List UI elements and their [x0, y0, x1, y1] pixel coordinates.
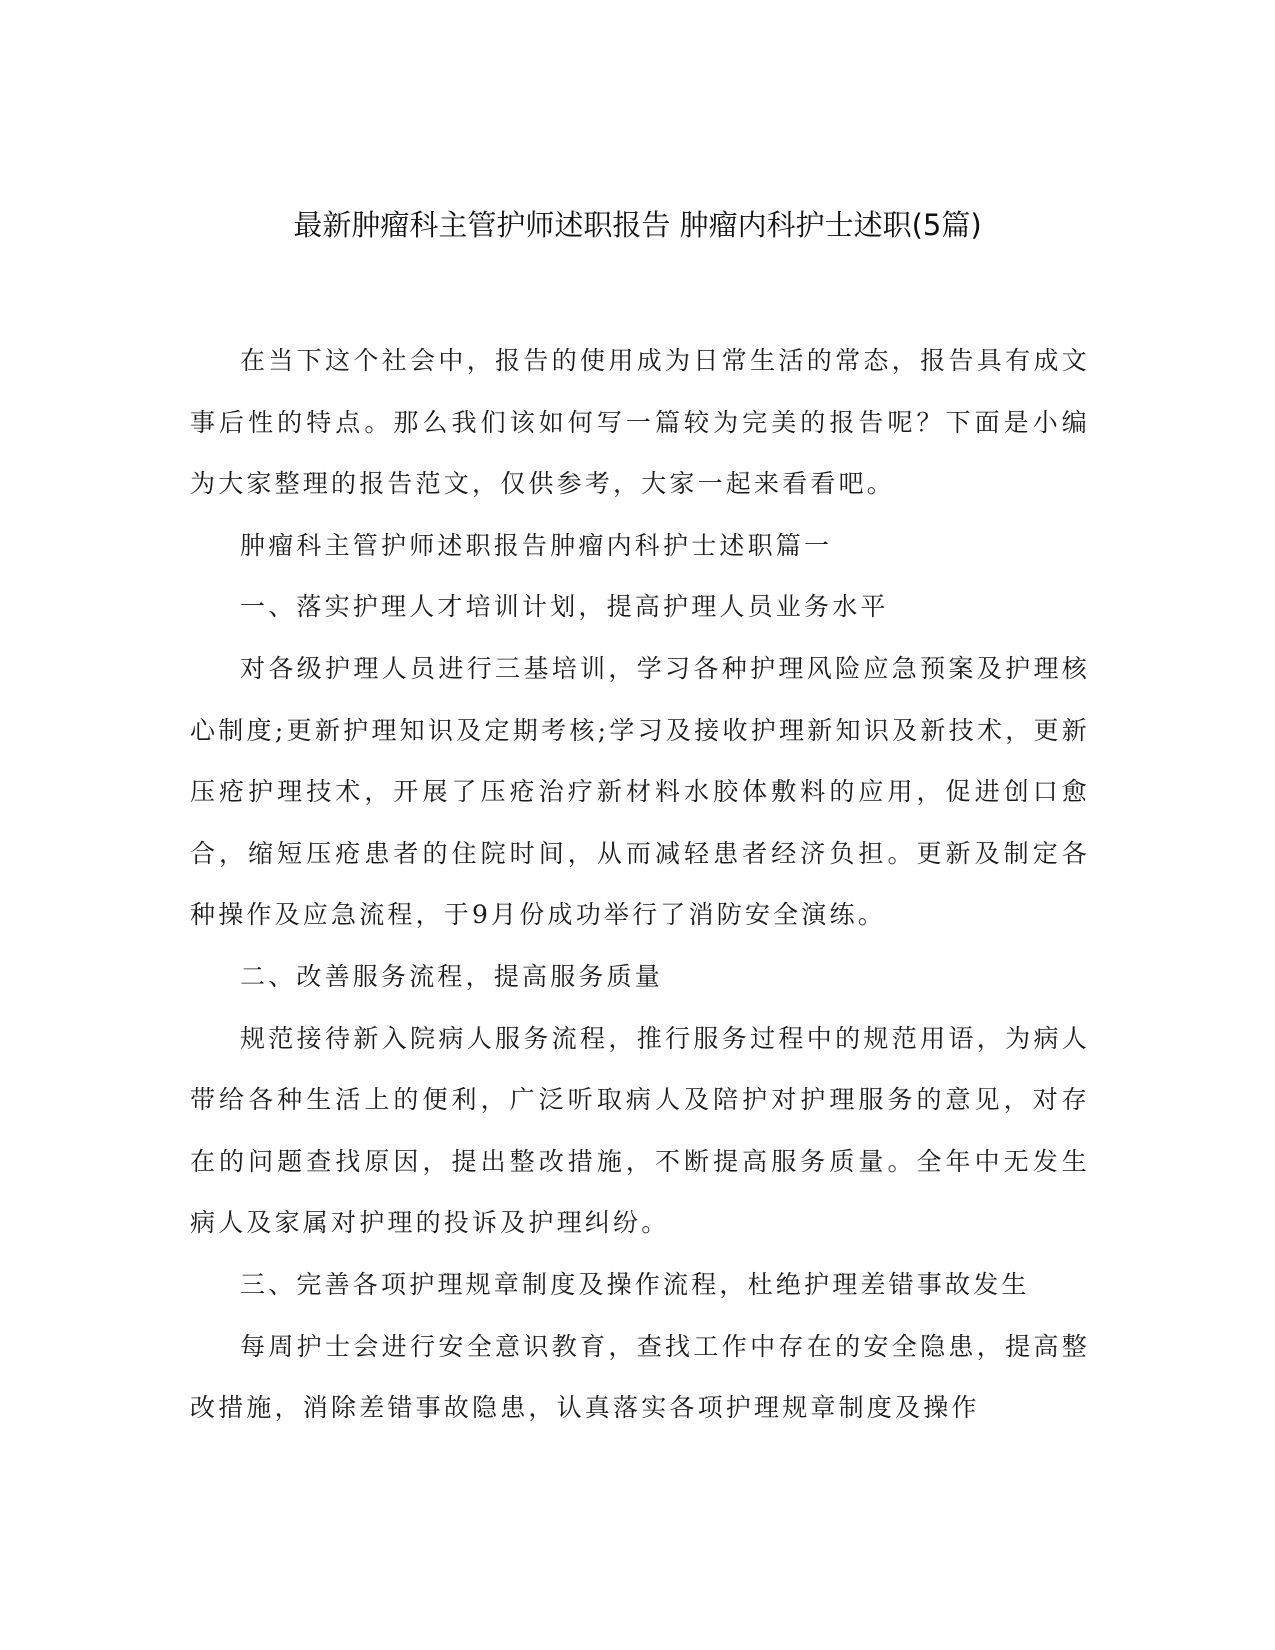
document-title: 最新肿瘤科主管护师述职报告 肿瘤内科护士述职(5篇) [293, 208, 982, 242]
document-body [190, 330, 1090, 1439]
paragraph-service: 规范接待新入院病人服务流程，推行服务过程中的规范用语，为病人带给各种生活上的便利，广泛听取病人及陪护对护理服务的意见，对存在的问题查找原因，提出整改措施，不断提高服务质量。全年中无发生病人及家属对护理的投诉及护理纠纷。 [190, 1023, 1090, 1238]
intro-paragraph: 在当下这个社会中，报告的使用成为日常生活的常态，报告具有成文事后性的特点。那么我们该如何写一篇较为完美的报告呢？下面是小编为大家整理的报告范文，仅供参考，大家一起来看看吧。 [190, 346, 1090, 499]
subheading-three: 三、完善各项护理规章制度及操作流程，杜绝护理差错事故发生 [240, 1269, 1030, 1299]
subheading-two: 二、改善服务流程，提高服务质量 [240, 961, 664, 991]
paragraph-training: 对各级护理人员进行三基培训，学习各种护理风险应急预案及护理核心制度;更新护理知识及定期考核;学习及接收护理新知识及新技术，更新压疮护理技术，开展了压疮治疗新材料水胶体敷料的应用，促进创口愈合，缩短压疮患者的住院时间，从而减轻患者经济负担。更新及制定各种操作及应急流程，于9月份成功举行了消防安全演练。 [190, 653, 1090, 930]
subheading-one: 一、落实护理人才培训计划，提高护理人员业务水平 [240, 592, 889, 622]
section-heading-part-one: 肿瘤科主管护师述职报告肿瘤内科护士述职篇一 [240, 530, 833, 560]
paragraph-safety: 每周护士会进行安全意识教育，查找工作中存在的安全隐患，提高整改措施，消除差错事故隐患，认真落实各项护理规章制度及操作 [190, 1331, 1090, 1423]
